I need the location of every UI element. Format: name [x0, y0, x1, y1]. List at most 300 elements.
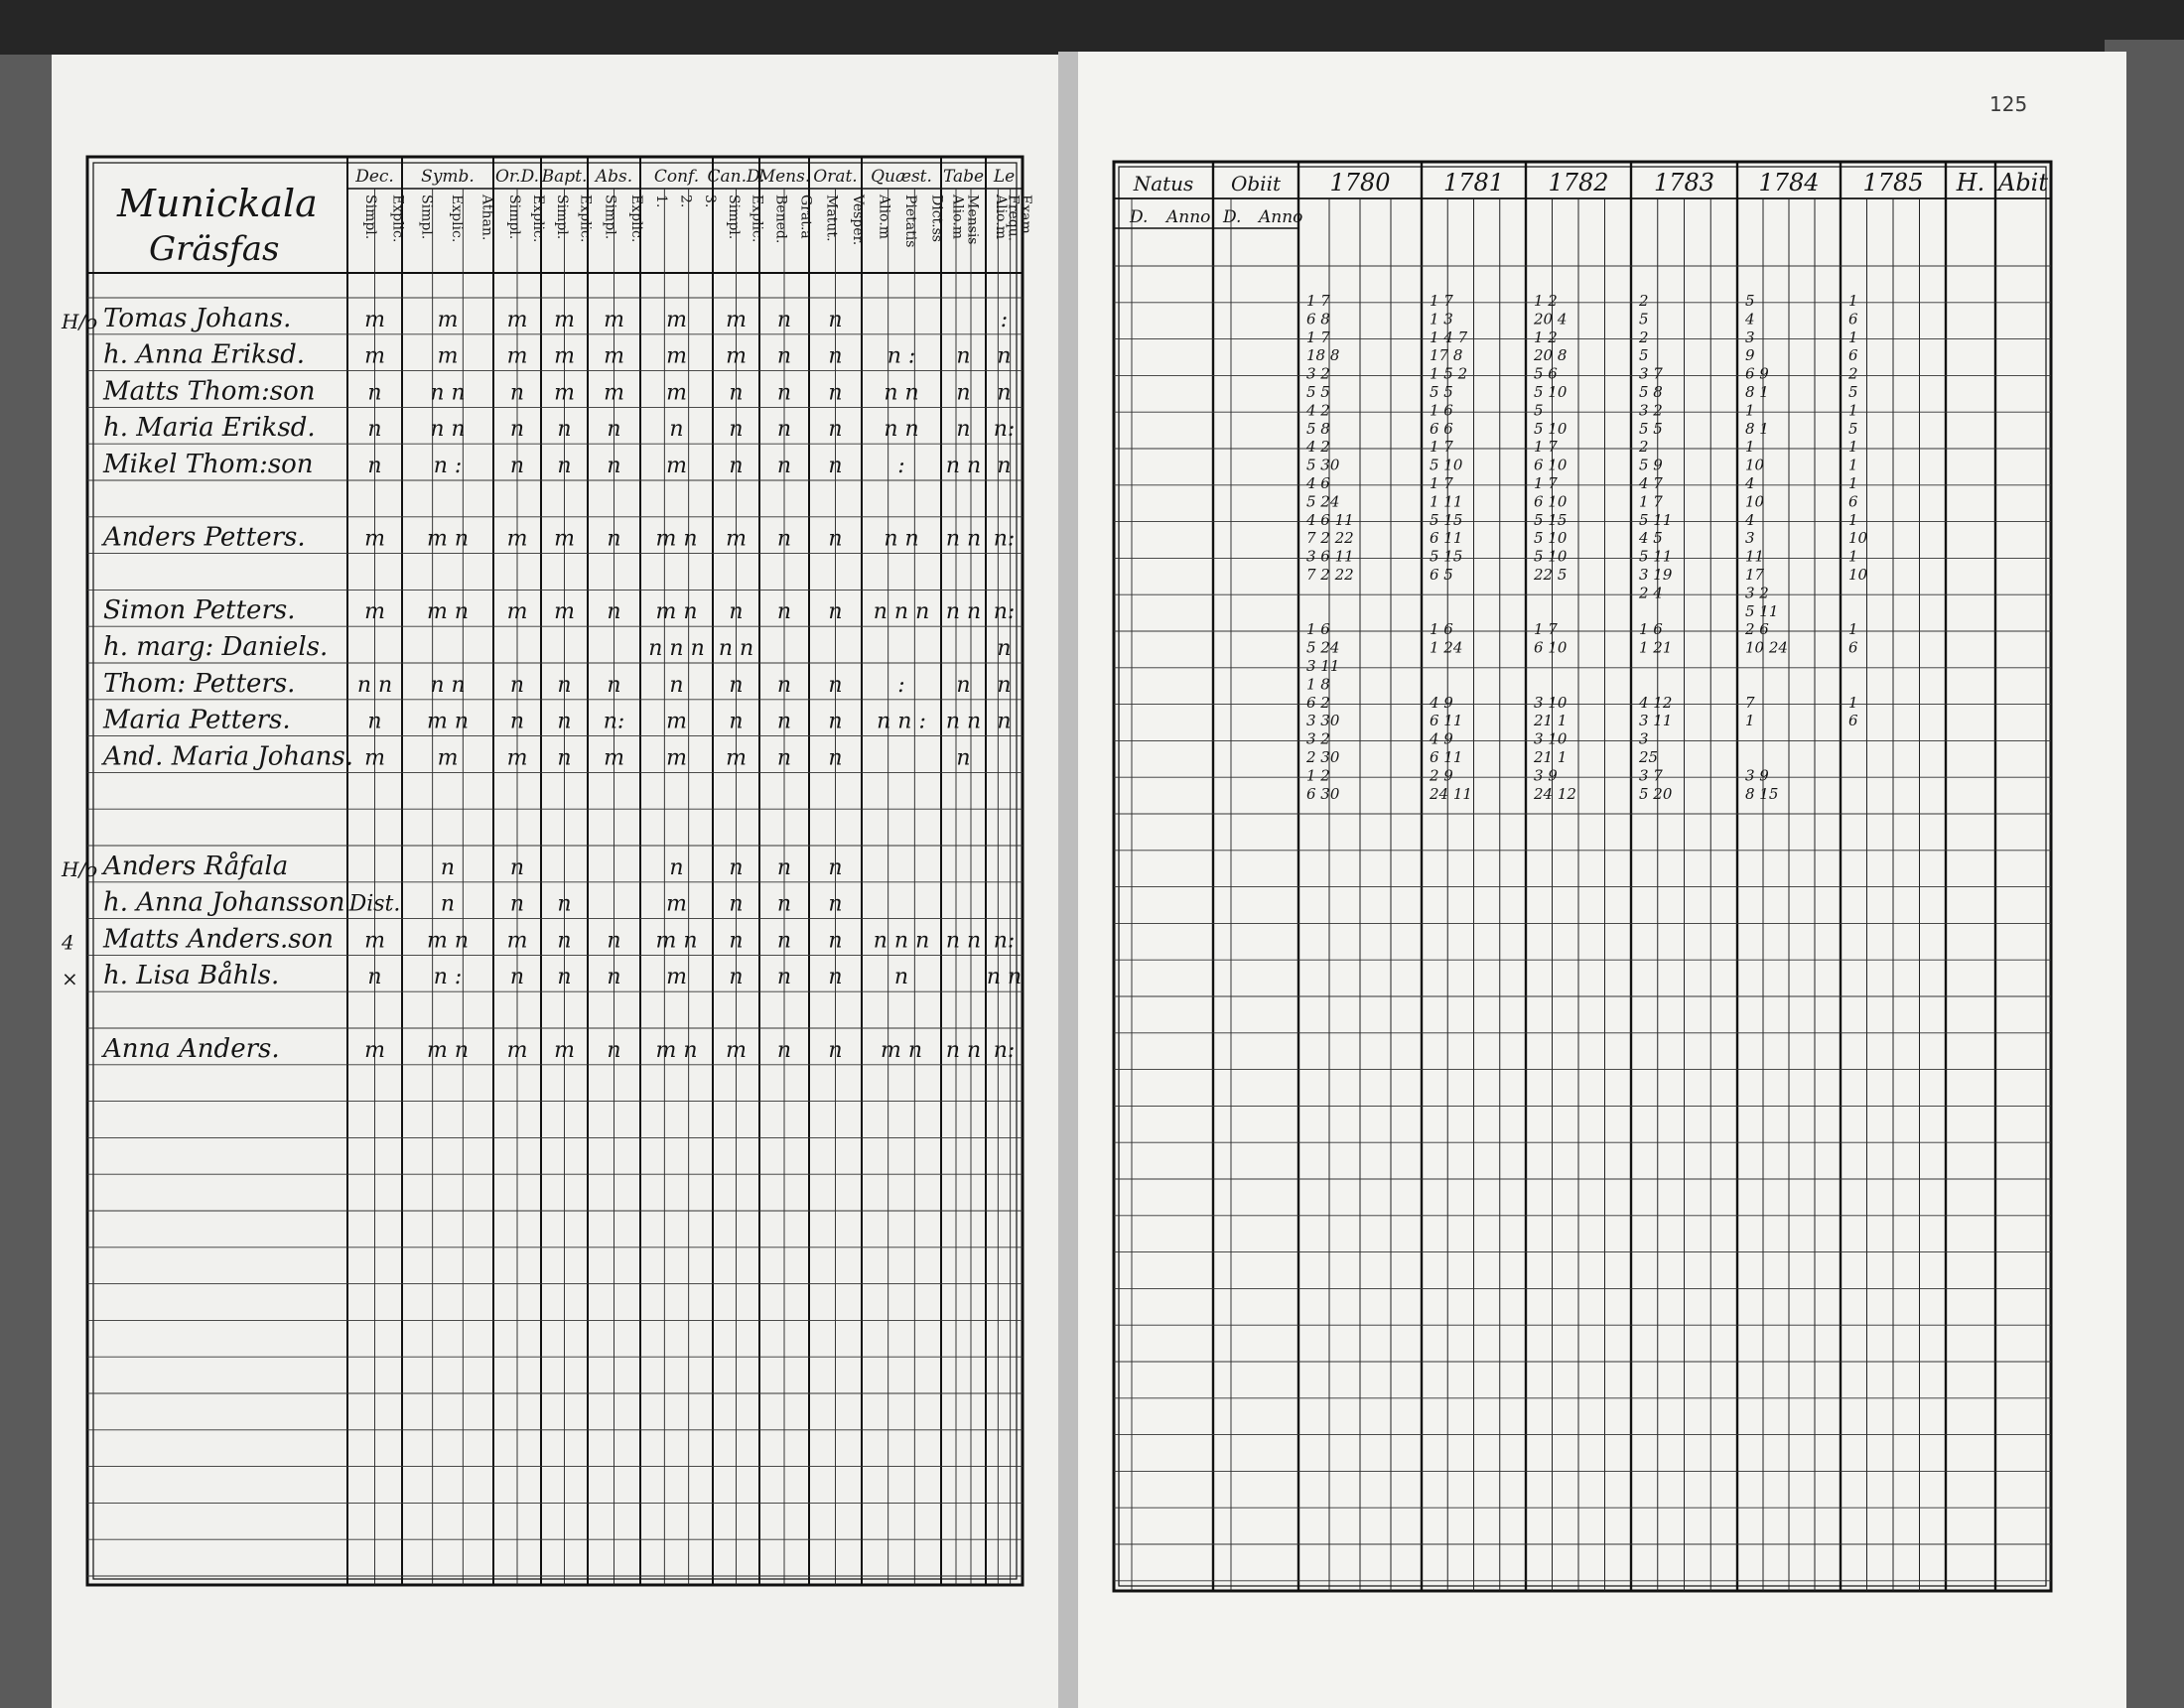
- year-mark: 5: [1848, 419, 1858, 438]
- knowledge-mark: n: [729, 709, 744, 734]
- person-name: Tomas Johans.: [103, 303, 292, 333]
- knowledge-mark: n n: [945, 526, 982, 552]
- year-header: 1782: [1548, 169, 1609, 197]
- knowledge-mark: n: [607, 1037, 621, 1063]
- sub-header: D.: [1130, 207, 1149, 227]
- year-header: 1785: [1862, 169, 1924, 197]
- col-header: Bapt.: [541, 167, 588, 187]
- knowledge-mark: n: [729, 417, 744, 443]
- year-mark: 3: [1745, 529, 1755, 548]
- knowledge-mark: m n: [426, 599, 470, 625]
- knowledge-mark: n: [557, 965, 572, 990]
- year-mark: 3 2: [1306, 364, 1330, 383]
- year-mark: 5 11: [1639, 510, 1673, 529]
- year-mark: 6: [1848, 310, 1858, 328]
- year-mark: 5 9: [1639, 456, 1663, 474]
- year-mark: 11: [1745, 547, 1765, 566]
- knowledge-mark: n: [509, 380, 525, 406]
- year-mark: 6 10: [1534, 456, 1568, 474]
- year-mark: 6 11: [1430, 712, 1463, 730]
- knowledge-mark: n: [828, 965, 843, 990]
- knowledge-mark: n: [997, 672, 1012, 698]
- knowledge-mark: n: [776, 1037, 792, 1063]
- year-mark: 3 7: [1639, 766, 1663, 785]
- col-header: Abs.: [595, 167, 633, 187]
- year-mark: 18 8: [1306, 346, 1340, 365]
- year-mark: 1: [1848, 456, 1858, 474]
- knowledge-mark: n: [956, 343, 971, 369]
- knowledge-mark: m: [364, 307, 385, 332]
- knowledge-mark: n: [557, 709, 572, 734]
- year-mark: 5: [1848, 383, 1858, 401]
- knowledge-mark: n: [776, 454, 792, 478]
- knowledge-mark: n: [440, 854, 456, 880]
- sub-header: Anno: [1259, 207, 1303, 227]
- year-mark: 1: [1848, 438, 1858, 457]
- knowledge-mark: n n: [356, 672, 393, 698]
- year-mark: 4 2: [1306, 401, 1330, 420]
- right-page: [1074, 52, 2126, 1708]
- margin-note: H/o: [62, 309, 98, 333]
- year-mark: 5 24: [1306, 492, 1340, 511]
- year-mark: 7 2 22: [1306, 566, 1354, 584]
- year-mark: 3: [1745, 328, 1755, 346]
- knowledge-mark: n: [997, 380, 1012, 406]
- knowledge-mark: n: [607, 928, 621, 954]
- knowledge-mark: n: [997, 709, 1012, 734]
- col-subheader: Vesper.: [849, 195, 866, 246]
- person-name: h. marg: Daniels.: [103, 632, 329, 662]
- knowledge-mark: n: [828, 454, 843, 478]
- year-mark: 1: [1848, 620, 1858, 639]
- knowledge-mark: n: [557, 891, 572, 917]
- person-name: h. Anna Eriksd.: [103, 339, 306, 370]
- year-mark: 1 7: [1306, 328, 1330, 346]
- knowledge-mark: n: [509, 454, 525, 478]
- knowledge-mark: n: [607, 599, 621, 625]
- year-mark: 3 10: [1534, 693, 1568, 712]
- year-mark: 1: [1848, 401, 1858, 420]
- col-subheader: Mensis: [964, 195, 981, 245]
- knowledge-mark: n: [557, 745, 572, 771]
- knowledge-mark: n: [828, 854, 843, 880]
- knowledge-mark: n: [828, 599, 843, 625]
- knowledge-mark: n: [956, 745, 971, 771]
- sub-header: Anno: [1166, 207, 1211, 227]
- year-mark: 6: [1848, 346, 1858, 365]
- year-mark: 5 5: [1639, 419, 1663, 438]
- knowledge-mark: n n: [986, 965, 1023, 990]
- year-mark: 3 2: [1745, 584, 1769, 602]
- col-subheader: Matut.: [823, 195, 840, 242]
- knowledge-mark: n: [729, 891, 744, 917]
- col-subheader: Simpl.: [506, 195, 522, 240]
- year-mark: 4: [1745, 474, 1755, 492]
- folio-number: 125: [1989, 92, 2028, 116]
- knowledge-mark: m n: [655, 599, 698, 625]
- col-subheader: Grat.a: [797, 195, 814, 239]
- year-mark: 1: [1848, 474, 1858, 492]
- knowledge-mark: m: [506, 745, 528, 771]
- knowledge-mark: m n: [655, 928, 698, 954]
- col-subheader: Simpl.: [553, 195, 570, 240]
- knowledge-mark: n: [893, 965, 909, 990]
- year-mark: 21 1: [1534, 748, 1568, 766]
- person-name: h. Anna Johansson: [103, 887, 345, 918]
- knowledge-mark: n: [367, 965, 382, 990]
- knowledge-mark: n: [607, 526, 621, 552]
- knowledge-mark: m n: [426, 928, 470, 954]
- knowledge-mark: n: [956, 672, 971, 698]
- knowledge-mark: n: [776, 745, 792, 771]
- year-mark: 3 10: [1534, 729, 1568, 748]
- year-mark: 1 8: [1306, 675, 1330, 694]
- year-mark: 5 10: [1534, 383, 1568, 401]
- knowledge-mark: m: [364, 1037, 385, 1063]
- knowledge-mark: n n: [945, 928, 982, 954]
- year-mark: 5 10: [1534, 419, 1568, 438]
- col-subheader: Pietatis: [902, 195, 918, 248]
- year-mark: 4: [1745, 310, 1755, 328]
- col-subheader: Simpl.: [418, 195, 435, 240]
- year-header: Abit: [1997, 169, 2049, 197]
- knowledge-mark: n n n: [873, 928, 930, 954]
- year-mark: 4 6 11: [1306, 510, 1354, 529]
- year-mark: 1 7: [1430, 292, 1453, 310]
- year-header: 1780: [1329, 169, 1391, 197]
- knowledge-mark: n: [776, 526, 792, 552]
- knowledge-mark: m: [506, 599, 528, 625]
- col-subheader: Bened.: [772, 195, 789, 244]
- parish-name: Munickala: [117, 182, 318, 225]
- knowledge-mark: m: [364, 928, 385, 954]
- year-mark: 1 7: [1639, 492, 1663, 511]
- year-mark: 10: [1848, 529, 1868, 548]
- col-subheader: Exam.: [1017, 195, 1033, 239]
- year-mark: 5 10: [1534, 547, 1568, 566]
- year-mark: 6 8: [1306, 310, 1330, 328]
- col-subheader: Explic.: [530, 195, 546, 243]
- knowledge-mark: m n: [426, 709, 470, 734]
- year-mark: 2 6: [1745, 620, 1769, 639]
- knowledge-mark: m: [437, 343, 459, 369]
- knowledge-mark: n: [729, 672, 744, 698]
- year-mark: 4 9: [1430, 693, 1453, 712]
- year-mark: 5 8: [1639, 383, 1663, 401]
- year-mark: 1 7: [1306, 292, 1330, 310]
- year-mark: 1 6: [1430, 620, 1453, 639]
- knowledge-mark: n: [669, 417, 684, 443]
- knowledge-mark: n: [509, 709, 525, 734]
- col-subheader: Alio.m: [993, 195, 1010, 239]
- knowledge-mark: Dist.: [348, 891, 401, 917]
- year-mark: 1 6: [1639, 620, 1663, 639]
- knowledge-mark: m: [554, 599, 575, 625]
- knowledge-mark: n: [828, 672, 843, 698]
- knowledge-mark: n n: [945, 709, 982, 734]
- year-mark: 7: [1745, 693, 1755, 712]
- knowledge-mark: n: [367, 709, 382, 734]
- knowledge-mark: n: [367, 380, 382, 406]
- knowledge-mark: m: [604, 380, 624, 406]
- knowledge-mark: m: [364, 599, 385, 625]
- knowledge-mark: n n n: [873, 599, 930, 625]
- year-mark: 17: [1745, 566, 1765, 584]
- year-mark: 20 4: [1534, 310, 1568, 328]
- knowledge-mark: m n: [655, 1037, 698, 1063]
- knowledge-mark: n:: [993, 1037, 1016, 1063]
- year-mark: 5: [1534, 401, 1544, 420]
- year-mark: 8 1: [1745, 419, 1769, 438]
- knowledge-mark: n: [669, 672, 684, 698]
- knowledge-mark: n: [776, 307, 792, 332]
- year-mark: 5 5: [1430, 383, 1453, 401]
- col-header: Can.D.: [707, 167, 765, 187]
- year-mark: 1 11: [1430, 492, 1463, 511]
- year-mark: 3 11: [1639, 712, 1673, 730]
- knowledge-mark: :: [897, 672, 905, 698]
- year-mark: 1: [1745, 401, 1755, 420]
- knowledge-mark: n: [729, 599, 744, 625]
- year-mark: 24 12: [1534, 784, 1576, 803]
- knowledge-mark: m: [604, 745, 624, 771]
- person-name: Maria Petters.: [103, 705, 291, 735]
- margin-note: 4: [62, 930, 74, 955]
- year-mark: 1: [1745, 438, 1755, 457]
- knowledge-mark: n: [440, 891, 456, 917]
- knowledge-mark: m: [726, 343, 747, 369]
- year-mark: 5 11: [1639, 547, 1673, 566]
- knowledge-mark: n: [509, 965, 525, 990]
- year-mark: 6 30: [1306, 784, 1340, 803]
- knowledge-mark: m: [364, 745, 385, 771]
- year-mark: 5 6: [1534, 364, 1558, 383]
- knowledge-mark: n: [669, 854, 684, 880]
- knowledge-mark: n n: [884, 526, 919, 552]
- knowledge-mark: n: [828, 526, 843, 552]
- knowledge-mark: n n n: [648, 636, 705, 661]
- knowledge-mark: n: [776, 928, 792, 954]
- year-mark: 1 7: [1534, 474, 1558, 492]
- knowledge-mark: n n :: [877, 709, 926, 734]
- knowledge-mark: n: [729, 928, 744, 954]
- year-mark: 3 7: [1639, 364, 1663, 383]
- year-mark: 5 10: [1534, 529, 1568, 548]
- year-header: 1781: [1442, 169, 1505, 197]
- knowledge-mark: m: [364, 343, 385, 369]
- year-mark: 1 24: [1430, 638, 1463, 657]
- knowledge-mark: m n: [426, 1037, 470, 1063]
- year-mark: 6: [1848, 638, 1858, 657]
- register-row: [102, 924, 1015, 954]
- knowledge-mark: n:: [993, 599, 1016, 625]
- knowledge-mark: n :: [433, 454, 463, 478]
- year-mark: 10: [1745, 456, 1765, 474]
- knowledge-mark: m: [554, 343, 575, 369]
- knowledge-mark: m: [666, 343, 687, 369]
- year-mark: 5 20: [1639, 784, 1673, 803]
- knowledge-mark: n: [509, 672, 525, 698]
- knowledge-mark: m: [726, 1037, 747, 1063]
- col-header: Orat.: [813, 167, 858, 187]
- margin-note: ×: [62, 967, 78, 991]
- col-subheader: Explic.: [749, 195, 765, 243]
- knowledge-mark: m: [726, 307, 747, 332]
- col-header: Or.D.: [494, 167, 540, 187]
- knowledge-mark: n:: [603, 709, 625, 734]
- year-mark: 4 9: [1430, 729, 1453, 748]
- year-mark: 6 10: [1534, 638, 1568, 657]
- knowledge-mark: n:: [993, 928, 1016, 954]
- year-mark: 1: [1848, 693, 1858, 712]
- year-mark: 1: [1848, 328, 1858, 346]
- year-mark: 1 2: [1534, 328, 1558, 346]
- knowledge-mark: m: [604, 343, 624, 369]
- knowledge-mark: m: [604, 307, 624, 332]
- col-subheader: Explic.: [577, 195, 594, 243]
- knowledge-mark: n: [557, 928, 572, 954]
- year-header: 1783: [1653, 169, 1715, 197]
- knowledge-mark: m: [437, 307, 459, 332]
- knowledge-mark: m: [506, 928, 528, 954]
- knowledge-mark: n: [607, 417, 621, 443]
- col-subheader: Dict.ss: [928, 195, 945, 242]
- year-mark: 3 6 11: [1306, 547, 1354, 566]
- knowledge-mark: n :: [887, 343, 916, 369]
- knowledge-mark: n n: [945, 1037, 982, 1063]
- year-mark: 3: [1639, 729, 1649, 748]
- knowledge-mark: m: [666, 891, 687, 917]
- knowledge-mark: n: [509, 417, 525, 443]
- knowledge-mark: n n: [945, 599, 982, 625]
- knowledge-mark: n n: [884, 380, 919, 406]
- knowledge-mark: m: [726, 526, 747, 552]
- year-mark: 1 6: [1430, 401, 1453, 420]
- year-mark: 21 1: [1534, 712, 1568, 730]
- knowledge-mark: n: [729, 454, 744, 478]
- col-header: Symb.: [421, 167, 475, 187]
- col-header: Dec.: [355, 167, 394, 187]
- knowledge-mark: n: [776, 672, 792, 698]
- knowledge-mark: n n: [718, 636, 754, 661]
- person-name: Thom: Petters.: [103, 668, 296, 699]
- year-mark: 4 2: [1306, 438, 1330, 457]
- person-name: Mikel Thom:son: [103, 450, 314, 479]
- person-name: h. Maria Eriksd.: [103, 413, 316, 444]
- year-entry-row: [1306, 657, 1339, 675]
- col-subheader: Simpl.: [725, 195, 742, 240]
- knowledge-mark: n n: [430, 380, 466, 406]
- col-subheader: Athan.: [478, 195, 495, 241]
- year-header: Natus: [1133, 172, 1194, 196]
- knowledge-mark: n: [367, 417, 382, 443]
- year-mark: 2 4: [1639, 584, 1663, 602]
- knowledge-mark: n: [776, 709, 792, 734]
- year-mark: 2 9: [1430, 766, 1453, 785]
- year-mark: 4 12: [1639, 693, 1673, 712]
- knowledge-mark: m: [554, 380, 575, 406]
- year-mark: 25: [1639, 748, 1659, 766]
- year-mark: 3 11: [1306, 657, 1340, 675]
- col-subheader: Frequ.: [1005, 195, 1022, 242]
- knowledge-mark: n: [828, 928, 843, 954]
- col-header: Conf.: [653, 167, 700, 187]
- year-mark: 1 6: [1306, 620, 1330, 639]
- col-subheader: 1.: [653, 195, 670, 208]
- knowledge-mark: n: [557, 454, 572, 478]
- knowledge-mark: m: [726, 745, 747, 771]
- knowledge-mark: n n: [945, 454, 982, 478]
- year-mark: 1 2: [1534, 292, 1558, 310]
- year-mark: 2: [1639, 292, 1649, 310]
- year-mark: 1 7: [1534, 438, 1558, 457]
- year-mark: 6: [1848, 492, 1858, 511]
- knowledge-mark: m: [666, 380, 687, 406]
- year-mark: 3 19: [1639, 566, 1673, 584]
- year-mark: 4 6: [1306, 474, 1330, 492]
- person-name: Matts Thom:son: [103, 376, 316, 407]
- knowledge-mark: m: [554, 1037, 575, 1063]
- knowledge-mark: m: [506, 526, 528, 552]
- knowledge-mark: n: [956, 417, 971, 443]
- knowledge-mark: m: [666, 745, 687, 771]
- knowledge-mark: n: [557, 417, 572, 443]
- knowledge-mark: n: [776, 417, 792, 443]
- knowledge-mark: n :: [433, 965, 463, 990]
- sub-header: D.: [1223, 207, 1242, 227]
- knowledge-mark: n: [956, 380, 971, 406]
- year-mark: 1 21: [1639, 638, 1673, 657]
- knowledge-mark: :: [897, 454, 905, 478]
- person-name: Simon Petters.: [103, 595, 296, 626]
- col-subheader: Simpl.: [602, 195, 618, 240]
- year-header: H.: [1956, 169, 1985, 197]
- knowledge-mark: m n: [880, 1037, 923, 1063]
- year-mark: 6: [1848, 712, 1858, 730]
- col-subheader: Explic.: [389, 195, 406, 243]
- year-mark: 8 1: [1745, 383, 1769, 401]
- year-mark: 5 15: [1430, 547, 1463, 566]
- col-subheader: Explic.: [627, 195, 644, 243]
- knowledge-mark: n: [776, 965, 792, 990]
- year-mark: 5: [1745, 292, 1755, 310]
- year-mark: 5 24: [1306, 638, 1340, 657]
- col-header: Le: [993, 167, 1016, 187]
- knowledge-mark: n: [776, 343, 792, 369]
- year-header: Obiit: [1230, 172, 1282, 196]
- year-mark: 6 9: [1745, 364, 1769, 383]
- year-mark: 17 8: [1430, 346, 1463, 365]
- knowledge-mark: n: [776, 854, 792, 880]
- year-mark: 6 11: [1430, 748, 1463, 766]
- year-mark: 6 11: [1430, 529, 1463, 548]
- year-mark: 5 15: [1534, 510, 1568, 529]
- col-subheader: 3.: [701, 195, 718, 208]
- knowledge-mark: m: [506, 307, 528, 332]
- year-entry-row: [1306, 675, 1330, 693]
- knowledge-mark: m: [506, 343, 528, 369]
- knowledge-mark: n: [997, 636, 1012, 661]
- year-mark: 22 5: [1534, 566, 1568, 584]
- knowledge-mark: n: [729, 965, 744, 990]
- knowledge-mark: m: [666, 965, 687, 990]
- year-mark: 8 15: [1745, 784, 1779, 803]
- knowledge-mark: n: [776, 891, 792, 917]
- knowledge-mark: n:: [993, 526, 1016, 552]
- year-mark: 7 2 22: [1306, 529, 1354, 548]
- knowledge-mark: n: [607, 965, 621, 990]
- year-mark: 5 8: [1306, 419, 1330, 438]
